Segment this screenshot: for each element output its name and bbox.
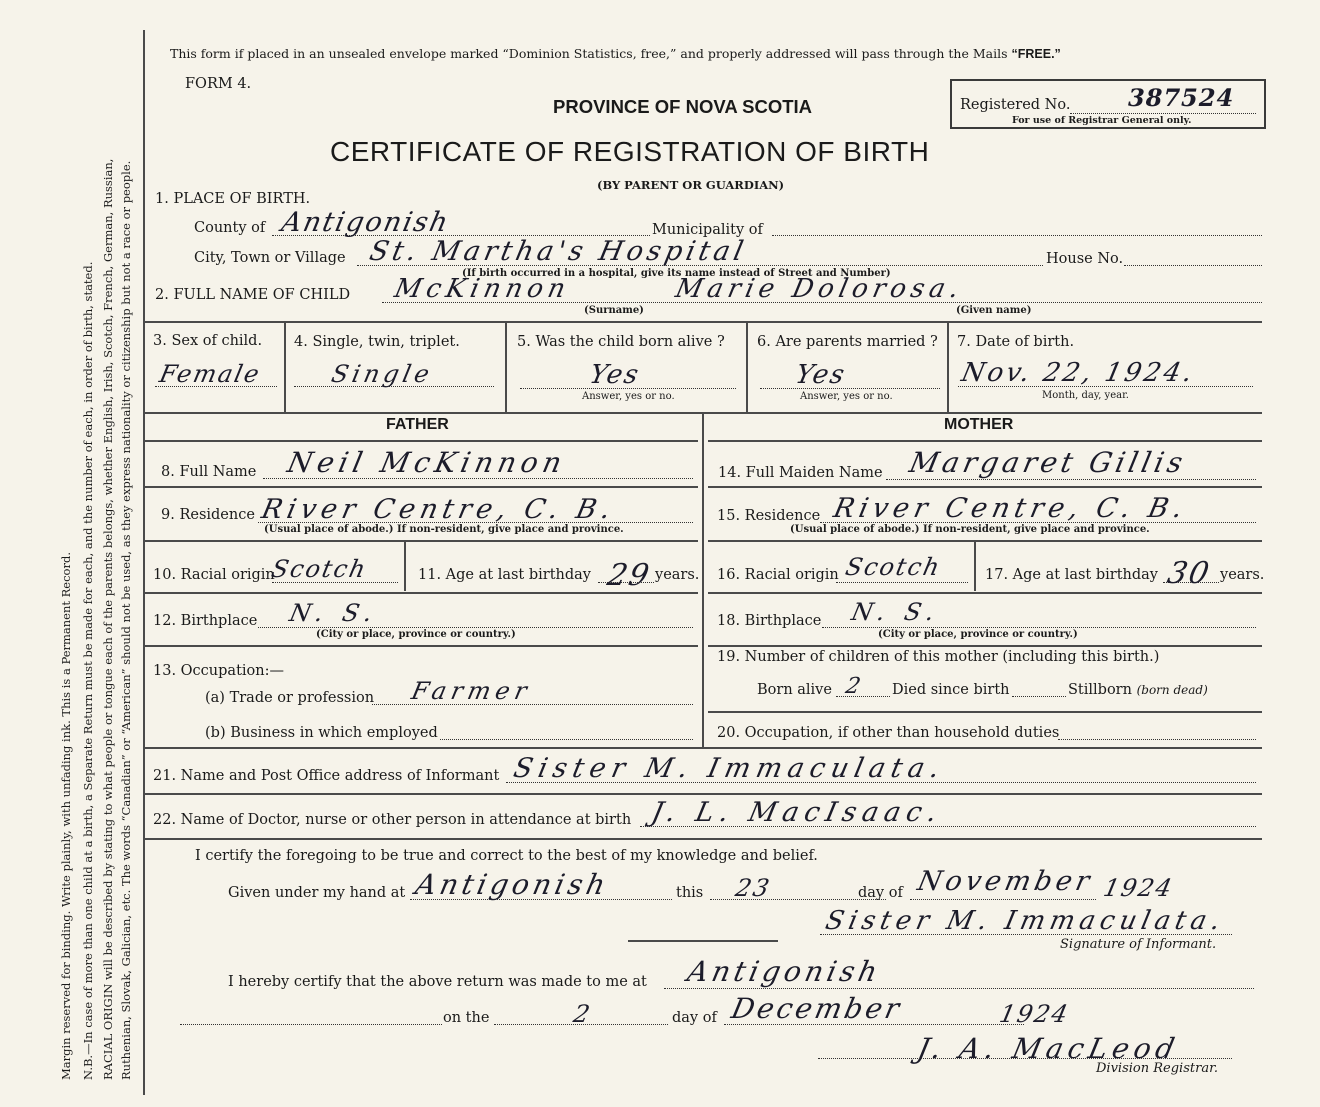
business-label: (b) Business in which employed	[205, 725, 438, 741]
born-alive-label: 5. Was the child born alive ?	[517, 334, 725, 350]
given-month: November	[914, 866, 1097, 897]
margin-line-4: Ruthenian, Slovak, Galician, etc. The words “Canadian” or “American” should not be used, as they express nationality or citizenship but not a race or people.	[119, 160, 133, 1080]
mother-race-label: 16. Racial origin	[717, 567, 839, 583]
informant-label: 21. Name and Post Office address of Informant	[153, 768, 500, 784]
mother-years: years.	[1220, 567, 1265, 583]
dob-label: 7. Date of birth.	[957, 334, 1075, 350]
province-title: PROVINCE OF NOVA SCOTIA	[553, 96, 813, 117]
died-since-birth-label: Died since birth	[892, 682, 1010, 698]
registrar-day-of-label: day of	[672, 1010, 717, 1026]
margin-line-3: RACIAL ORIGIN will be described by stating to what people or tongue each of the parents belongs, whether English, Irish, Scotch, French, German, Russian,	[101, 158, 115, 1080]
place-heading: 1. PLACE OF BIRTH.	[155, 191, 311, 207]
municipality-label: Municipality of	[652, 222, 763, 238]
mother-residence-value: River Centre, C. B.	[830, 493, 1191, 524]
given-day-of-label: day of	[858, 885, 903, 901]
given-under-hand-label: Given under my hand at	[228, 885, 406, 901]
born-alive-value: Yes	[586, 360, 643, 390]
father-years: years.	[655, 567, 700, 583]
dob-value: Nov. 22, 1924.	[958, 358, 1198, 388]
parents-married-note: Answer, yes or no.	[800, 391, 893, 402]
parents-married-value: Yes	[792, 360, 849, 390]
registered-label: Registered No.	[960, 97, 1071, 113]
father-name-label: 8. Full Name	[161, 464, 257, 480]
dob-note: Month, day, year.	[1042, 390, 1129, 401]
father-race-value: Scotch	[269, 555, 370, 583]
informant-value: Sister M. Immaculata.	[510, 753, 949, 784]
sex-value: Female	[157, 360, 264, 388]
informant-signature-note: Signature of Informant.	[1060, 937, 1217, 952]
registrar-on-the-label: on the	[443, 1010, 490, 1026]
father-residence-value: River Centre, C. B.	[258, 494, 619, 525]
form-number: FORM 4.	[185, 76, 252, 92]
father-birthplace-value: N. S.	[287, 599, 381, 627]
parents-married-label: 6. Are parents married ?	[757, 334, 938, 350]
mother-abode-note: (Usual place of abode.) If non-resident, give place and province.	[790, 524, 1150, 535]
child-name-label: 2. FULL NAME OF CHILD	[155, 287, 351, 303]
occupation-label: 13. Occupation:—	[153, 663, 284, 679]
father-name-value: Neil McKinnon	[284, 446, 570, 479]
father-heading: FATHER	[386, 416, 449, 433]
given-year: 1924	[1101, 874, 1177, 902]
separator-rule	[628, 940, 778, 942]
mother-race-value: Scotch	[843, 553, 944, 581]
trade-label: (a) Trade or profession	[205, 690, 375, 706]
informant-signature: Sister M. Immaculata.	[822, 906, 1228, 936]
certificate-subtitle: (BY PARENT OR GUARDIAN)	[597, 178, 785, 192]
mail-notice	[170, 46, 1061, 61]
margin-line-2: N.B.—In case of more than one child at a birth, a Separate Return must be made for each, and the number of each, in order of birth, stated.	[81, 261, 95, 1080]
trade-value: Farmer	[409, 677, 535, 705]
certificate-title: CERTIFICATE OF REGISTRATION OF BIRTH	[330, 136, 930, 167]
county-value: Antigonish	[278, 207, 453, 238]
born-alive-count-value: 2	[843, 674, 865, 699]
plurality-value: Single	[329, 360, 436, 388]
mother-name-label: 14. Full Maiden Name	[718, 465, 883, 481]
given-day: 23	[733, 874, 774, 902]
children-count-label: 19. Number of children of this mother (including this birth.)	[717, 649, 1160, 665]
registered-number: 387524	[1124, 83, 1238, 112]
father-birthplace-label: 12. Birthplace	[153, 613, 258, 629]
parents-divider	[702, 412, 704, 748]
born-alive-note: Answer, yes or no.	[582, 391, 675, 402]
house-label: House No.	[1046, 251, 1124, 267]
sex-label: 3. Sex of child.	[153, 333, 263, 349]
child-given-name: Marie Dolorosa.	[672, 274, 967, 304]
stillborn-note: (born dead)	[1136, 683, 1208, 697]
margin-rule	[143, 30, 145, 1095]
certify-statement: I certify the foregoing to be true and correct to the best of my knowledge and belief.	[195, 848, 818, 864]
registrar-month: December	[728, 992, 906, 1025]
surname-note: (Surname)	[584, 305, 644, 316]
county-label: County of	[194, 220, 266, 236]
mother-birthplace-label: 18. Birthplace	[717, 613, 822, 629]
hospital-note: (If birth occurred in a hospital, give its name instead of Street and Number)	[462, 268, 891, 279]
born-alive-count-label: Born alive	[757, 682, 832, 698]
stillborn-label	[1068, 682, 1208, 698]
mother-birthplace-value: N. S.	[849, 598, 943, 626]
registered-note: For use of Registrar General only.	[1012, 115, 1192, 126]
registrar-day: 2	[571, 1000, 595, 1028]
registrar-year: 1924	[997, 1000, 1073, 1028]
registered-box	[950, 79, 1266, 129]
father-age-label: 11. Age at last birthday	[418, 567, 591, 583]
mother-heading: MOTHER	[944, 416, 1014, 433]
father-age-value: 29	[604, 558, 654, 593]
registrar-signature: J. A. MacLeod	[914, 1032, 1183, 1065]
city-label: City, Town or Village	[194, 250, 346, 266]
city-value: St. Martha's Hospital	[366, 236, 750, 267]
mother-birthplace-note: (City or place, province or country.)	[878, 629, 1078, 640]
mother-name-value: Margaret Gillis	[906, 446, 1190, 479]
doctor-label: 22. Name of Doctor, nurse or other person in attendance at birth	[153, 812, 632, 828]
this-label: this	[676, 885, 704, 901]
mother-residence-label: 15. Residence	[717, 508, 821, 524]
given-name-note: (Given name)	[956, 305, 1032, 316]
father-race-label: 10. Racial origin	[153, 567, 275, 583]
father-abode-note: (Usual place of abode.) If non-resident, give place and province.	[264, 524, 624, 535]
given-place: Antigonish	[412, 868, 613, 901]
mail-notice-text: This form if placed in an unsealed envelope marked “Dominion Statistics, free,” and properly addressed will pass through the Mails	[170, 46, 1008, 61]
mother-occupation-label: 20. Occupation, if other than household duties	[717, 725, 1060, 741]
doctor-value: J. L. MacIsaac.	[648, 797, 946, 828]
registrar-place: Antigonish	[684, 955, 885, 988]
mail-free: “FREE.”	[1011, 47, 1061, 61]
mother-age-value: 30	[1164, 556, 1214, 591]
plurality-label: 4. Single, twin, triplet.	[294, 334, 460, 350]
registrar-statement: I hereby certify that the above return was made to me at	[228, 974, 647, 990]
child-surname: McKinnon	[391, 274, 574, 304]
margin-line-1: Margin reserved for binding. Write plainly, with unfading ink. This is a Permanent Record.	[59, 552, 73, 1080]
father-residence-label: 9. Residence	[161, 507, 255, 523]
mother-age-label: 17. Age at last birthday	[985, 567, 1158, 583]
registrar-signature-note: Division Registrar.	[1096, 1061, 1218, 1076]
stillborn-label-text: Stillborn	[1068, 682, 1132, 698]
father-birthplace-note: (City or place, province or country.)	[316, 629, 516, 640]
